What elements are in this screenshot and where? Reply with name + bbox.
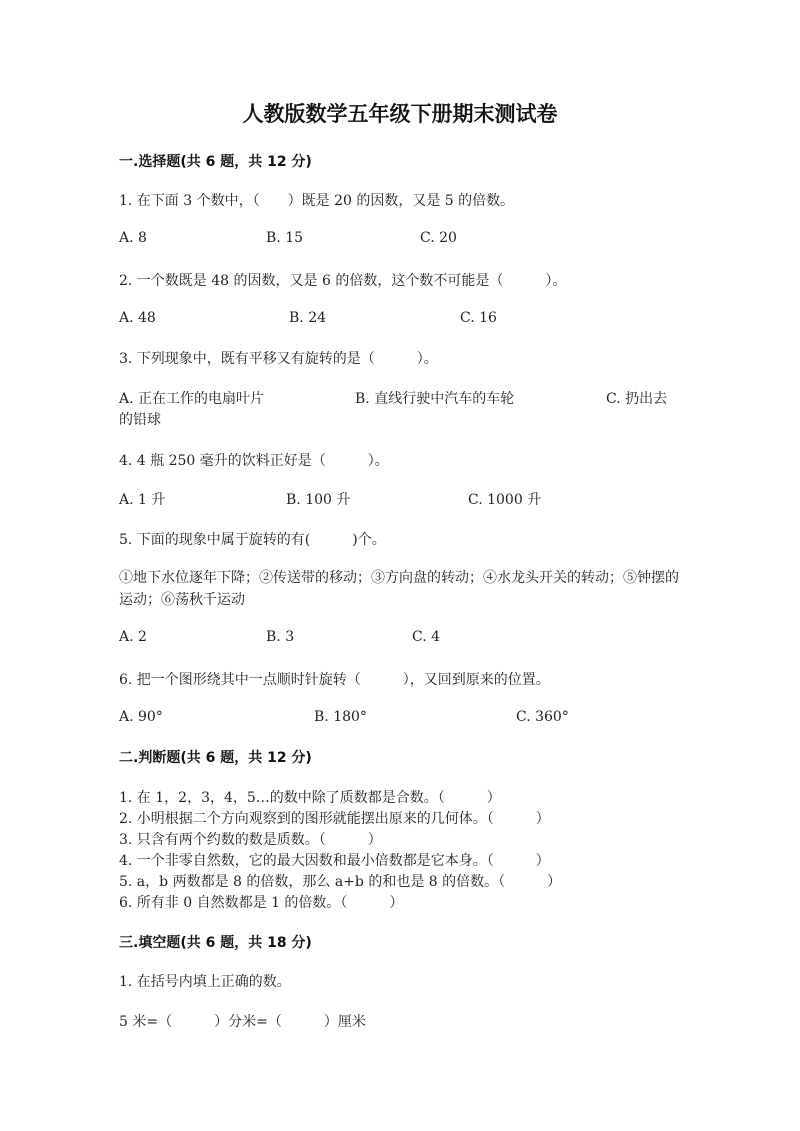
choice-5-option-a: A. 2 <box>119 629 147 645</box>
section-heading-fill: 三.填空题(共 6 题，共 18 分) <box>119 935 312 951</box>
choice-4-option-c: C. 1000 升 <box>468 492 542 508</box>
choice-question-2: 2. 一个数既是 48 的因数，又是 6 的倍数，这个数不可能是（ ）。 <box>119 273 567 289</box>
fill-question-1: 1. 在括号内填上正确的数。 <box>119 974 291 990</box>
judge-item-5: 5. a，b 两数都是 8 的倍数，那么 a+b 的和也是 8 的倍数。（ ） <box>119 874 562 890</box>
choice-question-5: 5. 下面的现象中属于旋转的有( )个。 <box>119 532 386 548</box>
choice-5-detail: ①地下水位逐年下降；②传送带的移动；③方向盘的转动；④水龙头开关的转动；⑤钟摆的运动；⑥荡秋千运动 <box>119 570 679 608</box>
choice-6-option-a: A. 90° <box>119 709 163 725</box>
section-heading-judge: 二.判断题(共 6 题，共 12 分) <box>119 750 312 766</box>
choice-question-6: 6. 把一个图形绕其中一点顺时针旋转（ ），又回到原来的位置。 <box>119 672 550 688</box>
choice-4-option-b: B. 100 升 <box>286 492 351 508</box>
choice-1-option-b: B. 15 <box>266 230 304 246</box>
choice-1-option-a: A. 8 <box>119 230 147 246</box>
choice-5-option-b: B. 3 <box>266 629 295 645</box>
section-heading-choice: 一.选择题(共 6 题，共 12 分) <box>119 154 312 170</box>
judge-item-2: 2. 小明根据二个方向观察到的图形就能摆出原来的几何体。（ ） <box>119 811 550 827</box>
choice-question-1: 1. 在下面 3 个数中，（ ）既是 20 的因数，又是 5 的倍数。 <box>119 193 515 209</box>
page-title: 人教版数学五年级下册期末测试卷 <box>242 102 558 126</box>
choice-3-option-c-continued: 的铅球 <box>119 412 161 428</box>
judge-item-6: 6. 所有非 0 自然数都是 1 的倍数。（ ） <box>119 895 404 911</box>
choice-6-option-b: B. 180° <box>314 709 367 725</box>
choice-1-option-c: C. 20 <box>420 230 457 246</box>
choice-2-option-b: B. 24 <box>289 310 327 326</box>
fill-question-1-blank: 5 米=（ ）分米=（ ）厘米 <box>119 1014 366 1030</box>
choice-2-option-c: C. 16 <box>460 310 497 326</box>
choice-6-option-c: C. 360° <box>516 709 569 725</box>
choice-question-4: 4. 4 瓶 250 毫升的饮料正好是（ ）。 <box>119 453 389 469</box>
choice-3-option-b: B. 直线行驶中汽车的车轮 <box>355 391 515 407</box>
choice-5-option-c: C. 4 <box>412 629 441 645</box>
choice-3-option-c: C. 扔出去 <box>606 391 668 407</box>
choice-question-3: 3. 下列现象中，既有平移又有旋转的是（ ）。 <box>119 351 438 367</box>
judge-item-4: 4. 一个非零自然数，它的最大因数和最小倍数都是它本身。（ ） <box>119 853 550 869</box>
choice-2-option-a: A. 48 <box>119 310 156 326</box>
judge-item-3: 3. 只含有两个约数的数是质数。（ ） <box>119 832 382 848</box>
judge-item-1: 1. 在 1，2，3，4，5…的数中除了质数都是合数。（ ） <box>119 790 501 806</box>
choice-3-option-a: A. 正在工作的电扇叶片 <box>119 391 265 407</box>
choice-4-option-a: A. 1 升 <box>119 492 166 508</box>
